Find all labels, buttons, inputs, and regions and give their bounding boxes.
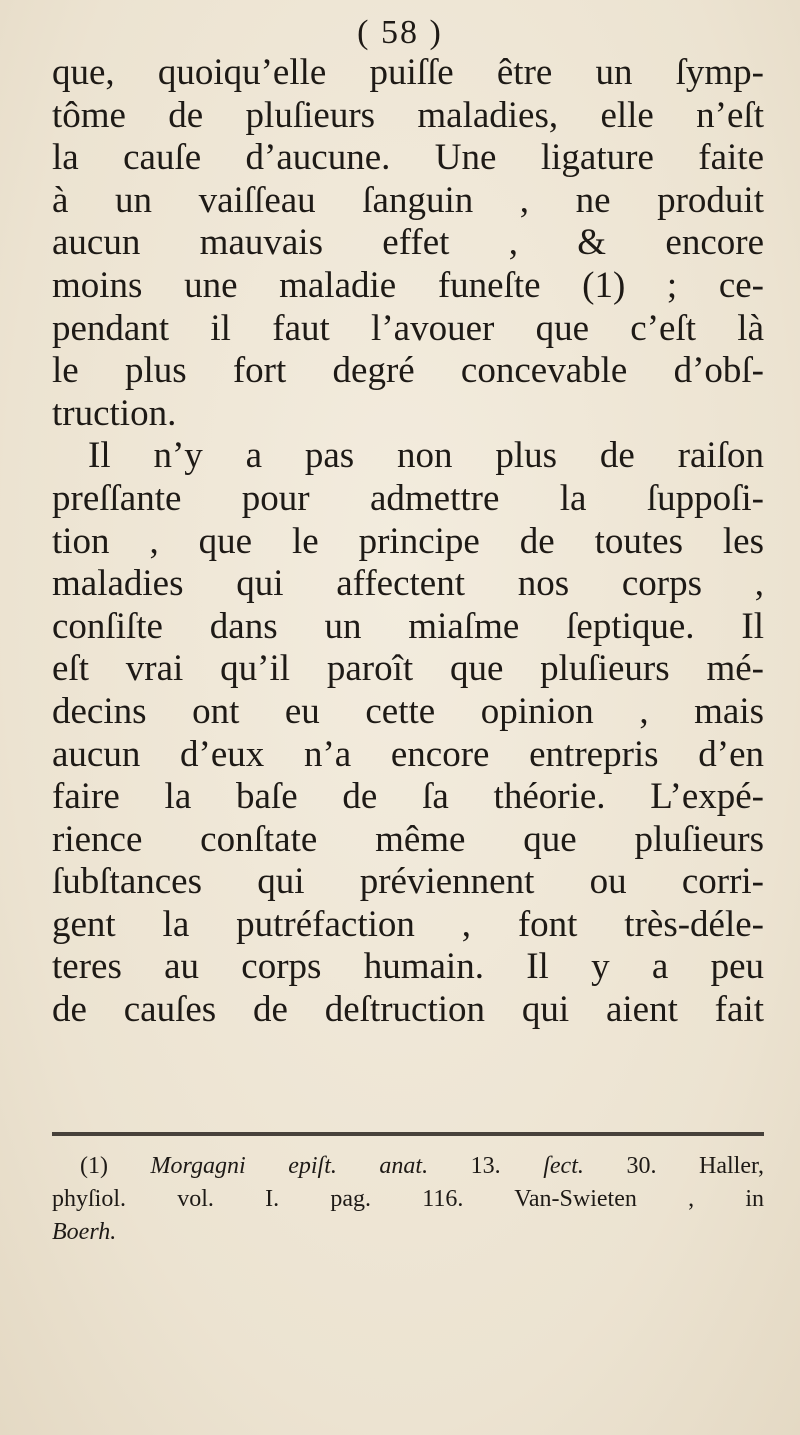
text-line-14: conſiſte dans un miaſme ſeptique. Il [52,605,764,647]
text-line-2: tôme de pluſieurs maladies, elle n’eſt [52,94,764,136]
body-text [52,52,764,1032]
footnote-line-1 [52,1150,764,1183]
text-line-9: truction. [52,392,177,434]
text-line-11: preſſante pour admettre la ſuppoſi- [52,477,764,519]
footnote-author: Morgagni [150,1153,246,1179]
text-line-6: moins une maladie funeſte (1) ; ce- [52,264,764,306]
text-line-23: de cauſes de deſtruction qui aient fait [52,989,764,1031]
text-line-10: Il n’y a pas non plus de raiſon [88,435,764,477]
footnote-rule [52,1132,764,1136]
footnote-mark: (1) [80,1153,108,1179]
text-line-12: tion , que le principe de toutes les [52,520,764,562]
text-line-16: decins ont eu cette opinion , mais [52,690,764,732]
text-line-8: le plus fort degré concevable d’obſ- [52,350,764,392]
text-line-3: la cauſe d’aucune. Une ligature faite [52,137,764,179]
text-line-15: eſt vrai qu’il paroît que pluſieurs mé- [52,648,764,690]
text-line-20: ſubſtances qui préviennent ou corri- [52,861,764,903]
footnote-line-3: Boerh. [52,1219,117,1245]
text-line-19: rience conſtate même que pluſieurs [52,818,764,860]
footnote [52,1150,764,1249]
text-line-21: gent la putréfaction , font très-déle- [52,903,764,945]
text-line-5: aucun mauvais effet , & encore [52,222,764,264]
text-line-4: à un vaiſſeau ſanguin , ne produit [52,179,764,221]
footnote-ref2: 30. Haller, [626,1153,765,1179]
footnote-work: epiſt. anat. [288,1153,429,1179]
footnote-line-2: phyſiol. vol. I. pag. 116. Van-Swieten , in [52,1186,764,1212]
page-number: ( 58 ) [357,14,443,51]
text-line-17: aucun d’eux n’a encore entrepris d’en [52,733,764,775]
footnote-sect: ſect. [543,1153,584,1179]
text-line-22: teres au corps humain. Il y a peu [52,946,764,988]
footnote-ref1: 13. [470,1153,501,1179]
text-line-18: faire la baſe de ſa théorie. L’expé- [52,776,764,818]
text-line-13: maladies qui affectent nos corps , [52,563,764,605]
text-line-7: pendant il faut l’avouer que c’eſt là [52,307,764,349]
text-line-1: que, quoiqu’elle puiſſe être un ſymp- [52,52,764,93]
